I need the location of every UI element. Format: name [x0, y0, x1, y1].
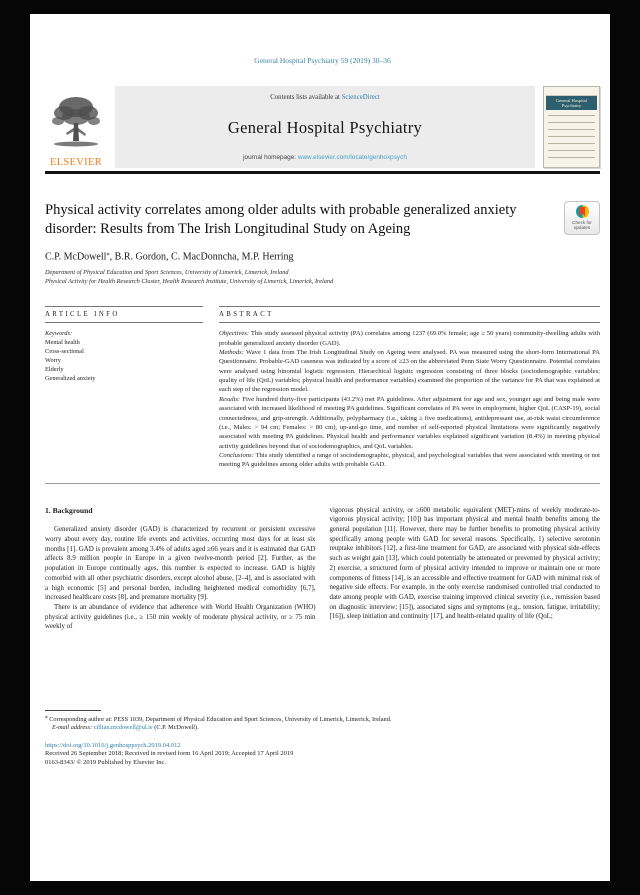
keyword-item: Mental health — [45, 339, 80, 347]
copyright-line: 0163-8343/ © 2019 Published by Elsevier Inc. — [45, 759, 167, 767]
email-label: E-mail address: — [52, 724, 93, 732]
elsevier-tree-icon — [48, 93, 104, 156]
doi-link[interactable]: https://doi.org/10.1016/j.genhosppsych.2019.04.012 — [45, 742, 181, 750]
keywords-label: Keywords: — [45, 330, 73, 338]
body-paragraph: There is an abundance of evidence that adherence with World Health Organization (WHO) physical activity guidelines (i.e., ≥ 150 min weekly of moderate physical activity, or ≥ 75 min weekly of — [45, 603, 316, 631]
cover-toc-lines — [548, 113, 595, 162]
abstract-results — [219, 395, 600, 451]
abstract-heading: ABSTRACT — [219, 306, 600, 324]
check-for-updates-badge[interactable] — [564, 201, 600, 235]
abstract-label: Conclusions: — [219, 451, 254, 459]
abstract-label: Objectives: — [219, 330, 250, 338]
abstract-text: This study assessed physical activity (PA) correlates among 1237 (69.0% female; age ≥ 50 years) community-dwelling adults with probable generalized anxiety disorder (GAD). — [219, 330, 600, 347]
info-abstract-block — [45, 306, 600, 470]
abstract-label: Methods: — [219, 349, 244, 357]
footnote-rule — [45, 710, 101, 711]
author-rest: , B.R. Gordon, C. MacDonncha, M.P. Herring — [109, 251, 294, 263]
article-title: Physical activity correlates among older adults with probable generalized anxiety disorder: Results from The Irish Longitudinal Study on Ageing — [45, 202, 517, 237]
abstract-label: Results: — [219, 395, 241, 403]
body-paragraph: vigorous physical activity, or ≥600 metabolic equivalent (MET)-mins of weekly moderate-to-vigorous physical activity; [10]) has important physical and mental health benefits among the general population [11]. However, there may be further benefits to promoting physical activity specifically among people with GAD for several reasons. Specifically, 1) selective serotonin reuptake inhibitors [12], a first-line treatment for GAD, are associated with physical side-effects such as weight gain [13], which could potentially be attenuated or prevented by physical activity; 2) exercise, a structured form of physical activity intended to improve or maintain one or more components of fitness [14], is an accessible and effective treatment for GAD with minimal risk of negative side effects. For example, in the only exercise randomised controlled trial conducted to date among people with GAD, exercise training improved clinical severity (i.e., remission based on diagnostic interview; [15]), associated signs and symptoms (e.g., tension, fatigue, irritability; [16]), sleep initiation and continuity [17], and health-related quality of life (QoL; — [329, 506, 600, 621]
section-heading: 1. Background — [45, 505, 93, 515]
affiliation-1: Department of Physical Education and Sport Sciences, University of Limerick, Limerick, Ireland — [45, 269, 289, 277]
homepage-prefix: journal homepage: — [243, 154, 298, 161]
abstract-column — [219, 306, 600, 470]
journal-homepage-link[interactable]: www.elsevier.com/locate/genhoxpsych — [297, 154, 407, 161]
abstract-body — [219, 329, 600, 469]
abstract-conclusions — [219, 451, 600, 470]
journal-header — [45, 86, 600, 168]
correspondence-line — [45, 713, 600, 725]
affiliations — [45, 269, 600, 287]
doi-line — [45, 742, 600, 749]
header-rule — [45, 171, 600, 174]
cover-top-strip — [546, 89, 597, 96]
journal-cover-thumbnail — [543, 86, 600, 168]
footnote-marker: ⁎ — [45, 713, 48, 720]
received-line: Received 26 September 2018; Received in revised form 16 April 2019; Accepted 17 April 2019 — [45, 750, 294, 758]
article-info-heading: ARTICLE INFO — [45, 306, 203, 324]
sciencedirect-link[interactable]: ScienceDirect — [341, 94, 380, 101]
contents-prefix: Contents lists available at — [270, 94, 342, 101]
elsevier-logo — [45, 86, 107, 168]
paper-page — [30, 14, 610, 881]
abstract-closing-rule — [45, 483, 600, 484]
title-block — [45, 201, 600, 238]
correspondence-text: Corresponding author at: PESS 1039, Department of Physical Education and Sport Sciences, University of Limerick, Limerick, Ireland. — [47, 715, 392, 723]
article-info-column — [45, 306, 203, 470]
homepage-line — [121, 154, 529, 161]
body-left-column — [45, 506, 316, 702]
author-first: C.P. McDowell — [45, 251, 107, 263]
keywords-list — [45, 329, 203, 383]
abstract-objectives — [219, 329, 600, 348]
journal-title: General Hospital Psychiatry — [227, 117, 423, 137]
corresponding-author-marker: ⁎ — [106, 250, 110, 257]
body-paragraph: Generalized anxiety disorder (GAD) is characterized by recurrent or persistent excessive worry about every day, routine life events and activities, occurring most days for at least six months [1]. GAD is prevalent among 3.4% of adults aged ≥66 years and it is estimated that GAD affects 8.9 million people in Europe in a given twelve-month period [2]. Further, as the population in Europe continually ages, this number is expected to increase. GAD is highly comorbid with all other psychiatric disorders, except alcohol abuse, [2–4], and is associated with a high economic [5] and personal burden, including heightened medical comorbidity [6,7], increased healthcare costs [8], and premature mortality [9]. — [45, 526, 316, 602]
correspondence-footnote — [45, 713, 600, 734]
keyword-item: Elderly — [45, 366, 64, 374]
contents-line — [121, 94, 529, 101]
email-link[interactable]: cillian.mcdowell@ul.ie — [93, 724, 153, 732]
author-line — [45, 249, 600, 262]
keyword-item: Cross-sectional — [45, 348, 84, 356]
keyword-item: Generalized anxiety — [45, 375, 96, 383]
affiliation-2: Physical Activity for Health Research Cluster, Health Research Institute, University of Limerick, Limerick, Ireland — [45, 278, 334, 286]
email-suffix: (C.P. McDowell). — [152, 724, 199, 732]
abstract-text: Wave 1 data from The Irish Longitudinal Study on Ageing were analysed. PA was measured using the short-form International PA Questionnaire. Probable-GAD caseness was indicated by a score of ≥23 on the abbreviated Penn State Worry Questionnaire. Potential correlates were analysed using binomial logistic regression. Hierarchical logistic regression consisting of three blocks (sociodemographic variables; quality of life (QoL) variables; physical health and performance variables) examined the proportion of the variance for PA that was explained at each step of the regression model. — [219, 349, 600, 394]
abstract-text: Five hundred thirty-five participants (43.2%) met PA guidelines. After adjustment for age and sex, younger age and being male were associated with increased likelihood of meeting PA guidelines. Significant correlates of PA were in employment, higher QoL (CASP-19), social connectedness, and grip-strength. Additionally, polypharmacy (i.e., taking ≥ five medications), antidepressant use, at-risk waist circumference (i.e., Males: > 94 cm; Females: > 80 cm), up-and-go time, and number of self-reported physical limitations were significantly negatively associated with meeting PA guidelines. Physical health and performance variables explained significant variation (8.4%) in meeting physical activity guidelines beyond that of sociodemographics, and QoL variables. — [219, 395, 600, 450]
email-line — [45, 724, 600, 733]
abstract-text: This study identified a range of sociodemographic, physical, and psychological variables that were associated with meeting or not meeting PA guidelines among older adults with probable GAD. — [219, 451, 601, 469]
journal-citation: General Hospital Psychiatry 59 (2019) 30–36 — [254, 56, 391, 65]
keyword-item: Worry — [45, 357, 61, 365]
crossmark-icon — [576, 205, 589, 218]
body-right-column — [330, 506, 601, 702]
abstract-methods — [219, 348, 600, 395]
body-text — [45, 506, 600, 702]
elsevier-wordmark: ELSEVIER — [50, 157, 102, 168]
check-updates-label: Check for updates — [572, 220, 592, 231]
journal-banner — [115, 86, 535, 168]
cover-title: General Hospital Psychiatry — [546, 96, 597, 110]
